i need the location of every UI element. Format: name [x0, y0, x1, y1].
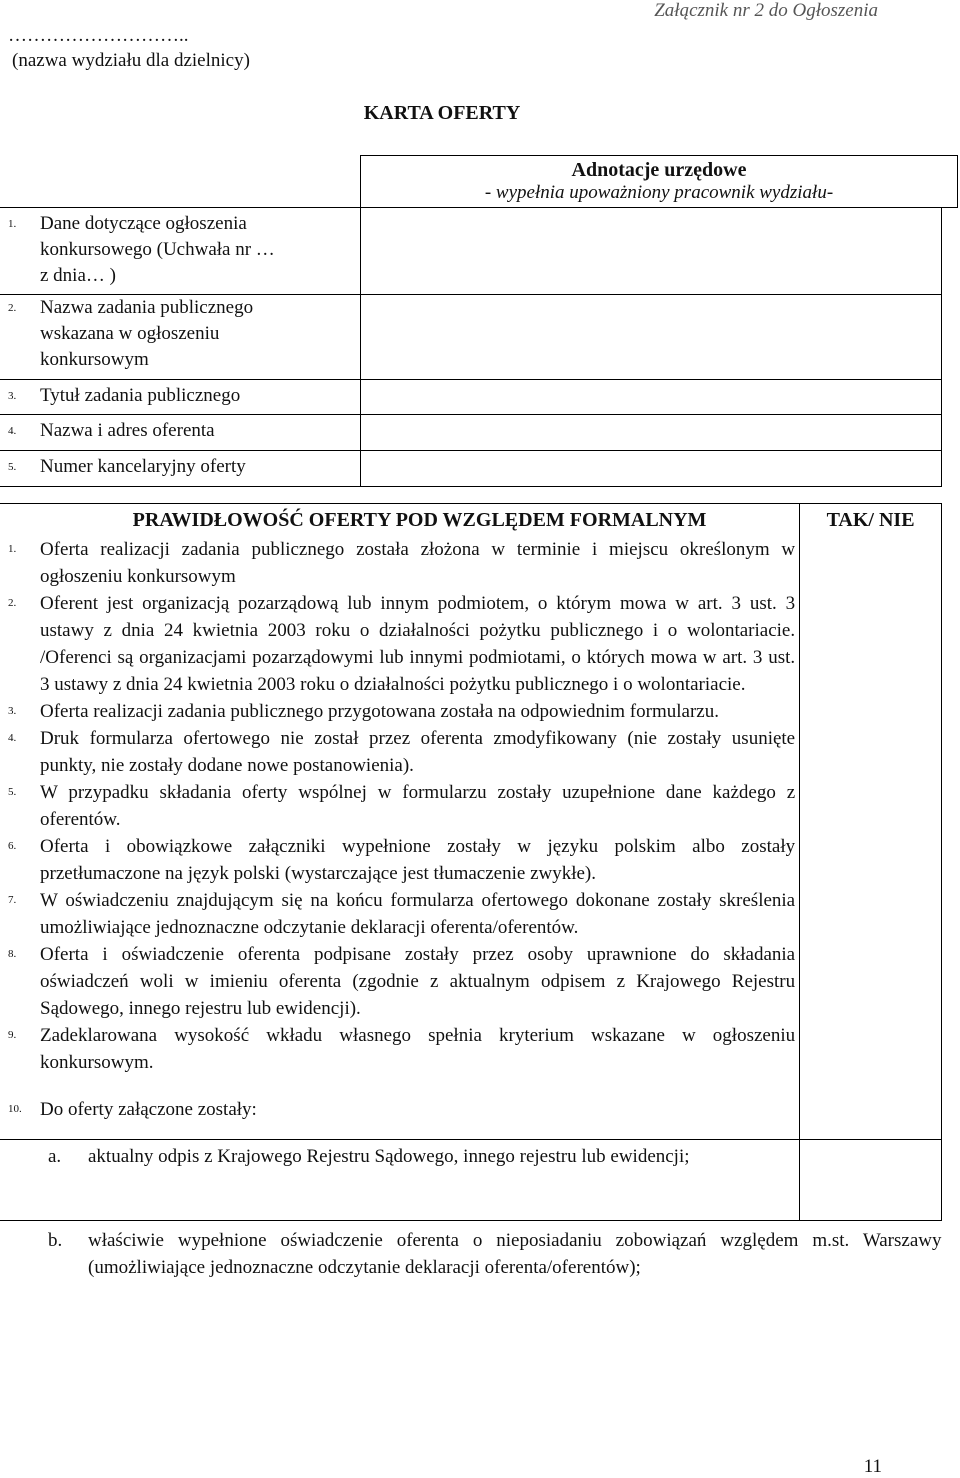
table-row: [0, 208, 942, 295]
criterion-text: Do oferty załączone zostały:: [40, 1099, 257, 1120]
criterion-number: 5.: [8, 786, 17, 798]
criterion-text: Oferta i oświadczenie oferenta podpisane zostały przez osoby uprawnione do składania oświadczeń woli w imieniu oferenta (zgodnie z aktualnym odpisem z Krajowego Rejestru Sądowego, innego rejestru lub ewidencji).: [40, 944, 796, 1019]
offer-details-table: [0, 207, 942, 487]
criterion-text: W przypadku składania oferty wspólnej w formularzu zostały uzupełnione dane każdego z oferentów.: [40, 782, 796, 830]
criterion-text: Oferent jest organizacją pozarządową lub innym podmiotem, o którym mowa w art. 3 ust. 3 ustawy z dnia 24 kwietnia 2003 roku o działalności pożytku publicznego i o wolontariacie. /Oferenci są organizacjami pozarządowymi lub innymi podmiotami, o których mowa w art. 3 ust. 3 ustawy z dnia 24 kwietnia 2003 roku o działalności pożytku publicznego i o wolontariacie.: [40, 593, 796, 695]
criterion-text: Druk formularza ofertowego nie został przez oferenta zmodyfikowany (nie zostały usunięte punkty, nie zostały dodane nowe postanowienia).: [40, 728, 796, 776]
criterion-item: [0, 833, 799, 887]
criterion-item: [0, 887, 799, 941]
table-row: [0, 504, 942, 1140]
field-value-cell[interactable]: [360, 415, 941, 451]
criterion-item: [0, 779, 799, 833]
field-number: 2.: [8, 302, 17, 314]
attachment-item-a: [0, 1143, 799, 1170]
criterion-item: [0, 1022, 799, 1076]
answer-cell[interactable]: [800, 1140, 942, 1221]
attachment-label: Załącznik nr 2 do Ogłoszenia: [654, 0, 878, 21]
field-value-cell[interactable]: [360, 451, 941, 487]
criterion-item: [0, 536, 799, 590]
criterion-number: 9.: [8, 1029, 17, 1041]
field-number: 3.: [8, 390, 17, 402]
field-label: Dane dotyczące ogłoszenia: [40, 213, 247, 234]
field-number: 4.: [8, 425, 17, 437]
field-value-cell[interactable]: [360, 208, 941, 295]
criterion-number: 7.: [8, 894, 17, 906]
criterion-text: Oferta realizacji zadania publicznego przygotowana została na odpowiednim formularzu.: [40, 701, 719, 722]
criterion-text: Zadeklarowana wysokość wkładu własnego spełnia kryterium wskazane w ogłoszeniu konkursowym.: [40, 1025, 796, 1073]
criterion-number: 1.: [8, 543, 17, 555]
field-label: z dnia… ): [40, 265, 116, 286]
page-number: 11: [863, 1456, 882, 1477]
section-title: PRAWIDŁOWOŚĆ OFERTY POD WZGLĘDEM FORMALNYM: [132, 509, 707, 531]
table-row: [0, 1221, 942, 1282]
formal-correctness-table: [0, 503, 942, 1281]
criterion-number: 4.: [8, 732, 17, 744]
field-label: konkursowym: [40, 349, 149, 370]
annotations-subtitle: - wypełnia upoważniony pracownik wydziału-: [484, 182, 834, 203]
criterion-item: [0, 1096, 799, 1123]
answer-column-header: TAK/ NIE: [826, 509, 915, 531]
department-placeholder-dots: ………………………..: [8, 25, 189, 46]
table-row: [0, 415, 942, 451]
table-row: [0, 451, 942, 487]
attachment-text: właściwie wypełnione oświadczenie oferenta o nieposiadaniu zobowiązań względem m.st. Warszawy (umożliwiające jednoznaczne odczytanie deklaracji oferenta/oferentów);: [88, 1230, 942, 1278]
table-row: [0, 295, 942, 380]
field-label: Nazwa i adres oferenta: [40, 420, 215, 441]
field-label: wskazana w ogłoszeniu: [40, 323, 220, 344]
field-number: 5.: [8, 461, 17, 473]
field-label: Numer kancelaryjny oferty: [40, 456, 246, 477]
annotations-title: Adnotacje urzędowe: [571, 159, 747, 181]
criterion-item: [0, 941, 799, 1022]
field-label: Nazwa zadania publicznego: [40, 297, 254, 318]
criterion-number: 6.: [8, 840, 17, 852]
field-value-cell[interactable]: [360, 380, 941, 415]
criterion-item: [0, 725, 799, 779]
item-letter: a.: [48, 1146, 62, 1167]
criterion-item: [0, 698, 799, 725]
criterion-number: 2.: [8, 597, 17, 609]
criterion-number: 8.: [8, 948, 17, 960]
field-label: konkursowego (Uchwała nr …: [40, 239, 275, 260]
table-row: [0, 380, 942, 415]
field-label: Tytuł zadania publicznego: [40, 385, 241, 406]
item-letter: b.: [48, 1230, 63, 1251]
attachment-item-b: [0, 1227, 942, 1281]
field-value-cell[interactable]: [360, 295, 941, 380]
official-annotations-header: [360, 155, 958, 208]
criterion-number: 10.: [8, 1103, 22, 1115]
department-name-caption: (nazwa wydziału dla dzielnicy): [12, 50, 250, 71]
criterion-item: [0, 590, 799, 698]
criterion-text: Oferta i obowiązkowe załączniki wypełnione zostały w języku polskim albo zostały przetłumaczone na język polski (wystarczające jest tłumaczenie zwykłe).: [40, 836, 796, 884]
field-number: 1.: [8, 218, 17, 230]
attachment-text: aktualny odpis z Krajowego Rejestru Sądowego, innego rejestru lub ewidencji;: [88, 1146, 690, 1167]
page-title: KARTA OFERTY: [363, 102, 521, 124]
criterion-text: W oświadczeniu znajdującym się na końcu formularza ofertowego dokonane zostały skreślenia umożliwiające jednoznaczne odczytanie deklaracji oferenta/oferentów.: [40, 890, 796, 938]
table-row: [0, 1140, 942, 1221]
criterion-number: 3.: [8, 705, 17, 717]
criterion-text: Oferta realizacji zadania publicznego została złożona w terminie i miejscu określonym w ogłoszeniu konkursowym: [40, 539, 796, 587]
